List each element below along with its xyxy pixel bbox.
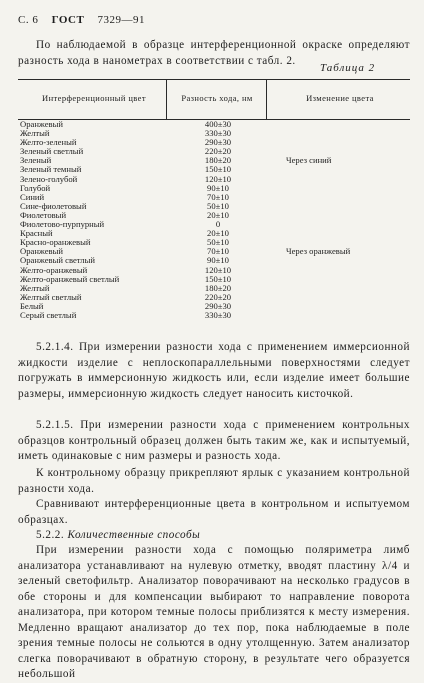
row-color-name: Синий [20,191,45,202]
intro-paragraph: По наблюдаемой в образце интерференционной окраске определяют разность хода в нанометрах в соответствии с табл. 2. [18,39,410,67]
row-path-difference: 120±10 [204,173,232,184]
row-color-name: Фиолетово-пурпурный [20,219,105,230]
row-color-name: Серый светлый [20,309,77,320]
row-color-name: Желто-оранжевый светлый [20,273,120,284]
row-color-name: Красный [20,228,53,239]
row-path-difference: 70±10 [207,191,229,202]
row-path-difference: 70±10 [207,246,229,257]
row-path-difference: 400±30 [204,119,232,129]
row-color-name: Зеленый [20,155,52,166]
row-color-name: Желто-зеленый [20,137,77,148]
row-color-name: Желтый [20,128,50,139]
row-path-difference: 50±10 [207,237,229,248]
row-color-name: Зеленый темный [20,164,82,175]
section-5-2-2-heading [18,528,410,544]
standard-number: 7329—91 [97,14,146,26]
paragraph-control-label: К контрольному образцу прикрепляют ярлык с указанием контрольной разности хода. [18,467,410,495]
page-header [18,14,155,26]
row-path-difference: 90±10 [207,182,229,193]
row-path-difference: 150±10 [204,273,232,284]
section-number: 5.2.2. [36,529,65,541]
table-header-change: Изменение цвета [306,93,374,103]
table-header-difference: Разность хода, нм [181,93,253,103]
standard-label: ГОСТ [51,14,85,26]
row-color-name: Зелено-голубой [20,173,78,184]
paragraph-polarimeter: При измерении разности хода с помощью поляриметра лимб анализатора устанавливают на нулевую отметку, вводят пластину λ/4 и зеленый светофильтр. Анализатор поворачивают на несколько градусов в обе стороны и для компенсации выбирают то направление поворота анализатора, при котором темные полосы приблизятся к месту измерения. Медленно вращают анализатор до тех пор, пока наблюдаемые в поле зрения темные полосы не сольются в одну утолщенную. Затем анализатор слегка поворачивают в обратную сторону, в результате чего образуется небольшой [18,544,410,680]
row-color-change: Через оранжевый [286,246,351,257]
row-path-difference: 290±30 [204,300,232,311]
table-body [18,120,410,320]
page-number: С. 6 [18,14,39,26]
section-title: Количественные способы [67,529,201,541]
row-color-name: Оранжевый [20,246,63,257]
row-path-difference: 120±10 [204,264,232,275]
row-color-name: Сине-фиолетовый [20,200,87,211]
row-path-difference: 20±10 [207,228,229,239]
row-path-difference: 220±20 [204,146,232,157]
row-path-difference: 180±20 [204,282,232,293]
row-color-name: Фиолетовый [20,209,67,220]
row-path-difference: 290±30 [204,137,232,148]
row-color-change: Через синий [286,155,332,166]
row-path-difference: 180±20 [204,155,232,166]
row-path-difference: 50±10 [207,200,229,211]
paragraph-5-2-1-4: 5.2.1.4. При измерении разности хода с применением иммерсионной жидкости изделие с неплоскопараллельными поверхностями следует погружать в иммерсионную жидкость или, если изделие имеет большие размеры, иммерсионную жидкость следует наносить кисточкой. [18,341,410,400]
row-path-difference: 20±10 [207,209,229,220]
table-divider-1 [166,79,167,119]
row-path-difference: 150±10 [204,164,232,175]
row-color-name: Желтый [20,282,50,293]
row-path-difference: 330±30 [204,309,232,320]
row-color-name: Оранжевый [20,119,63,129]
paragraph-compare: Сравнивают интерференционные цвета в контрольном и испытуемом образцах. [18,498,410,526]
row-path-difference: 90±10 [207,255,229,266]
row-color-name: Голубой [20,182,51,193]
table-header-color: Интерференционный цвет [42,93,146,103]
paragraph-5-2-1-5: 5.2.1.5. При измерении разности хода с применением контрольных образцов контрольный образец должен быть таким же, как и испытуемый, иметь одинаковые с ним размеры и разность хода. [18,419,410,462]
table-divider-2 [266,79,267,119]
table-row [18,311,410,320]
row-path-difference: 220±20 [204,291,232,302]
row-path-difference: 330±30 [204,128,232,139]
row-color-name: Желтый светлый [20,291,82,302]
row-color-name: Оранжевый светлый [20,255,95,266]
row-path-difference: 0 [215,219,221,230]
row-color-name: Зеленый светлый [20,146,84,157]
table-caption: Таблица 2 [320,62,376,74]
row-color-name: Белый [20,300,44,311]
table-top-rule [18,79,410,80]
row-color-name: Красно-оранжевый [20,237,91,248]
row-color-name: Желто-оранжевый [20,264,88,275]
